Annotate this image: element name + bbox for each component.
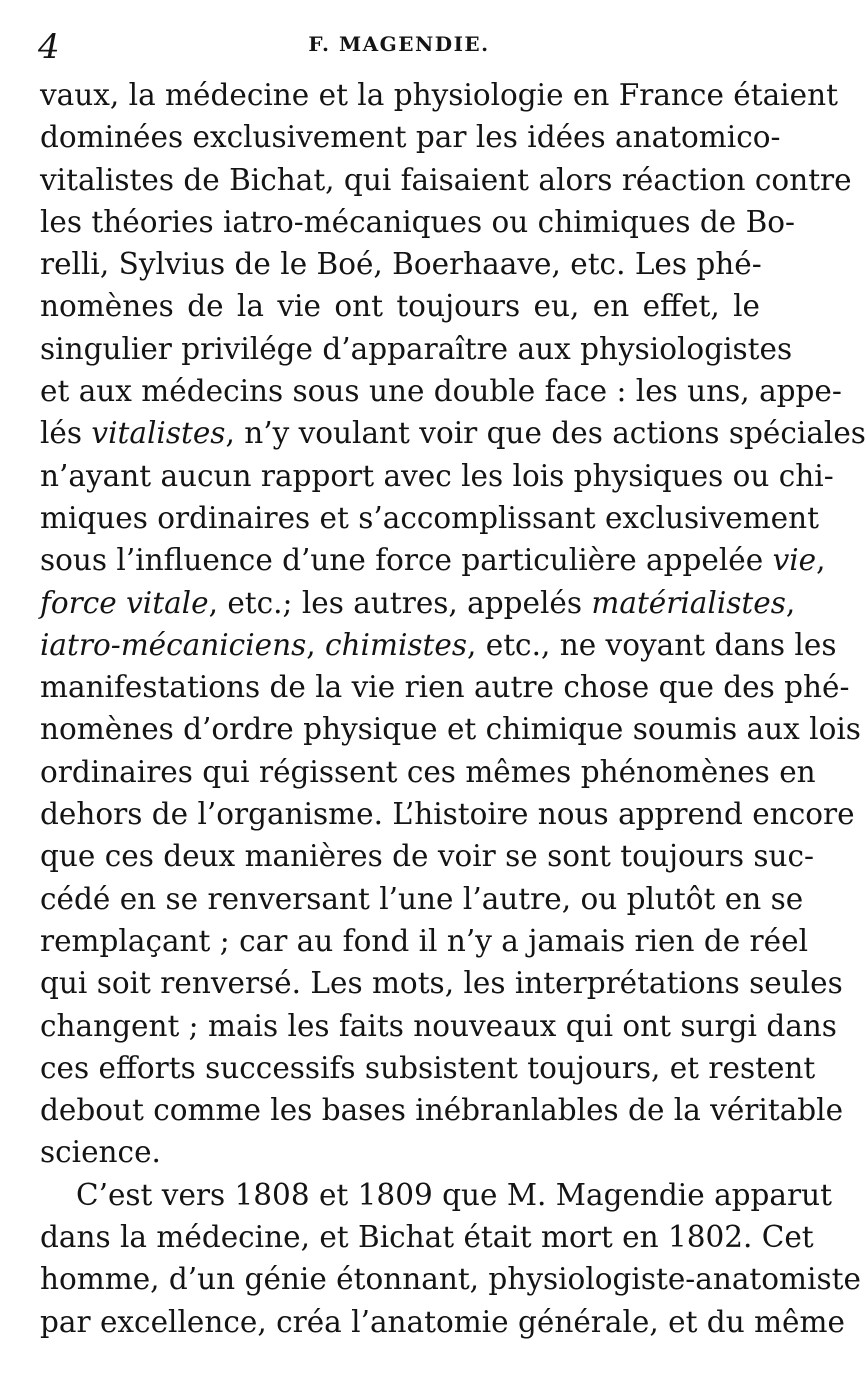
text-segment: les théories iatro-mécaniques ou chimiques de Bo- <box>40 204 796 239</box>
text-line <box>40 1301 845 1343</box>
text-line <box>40 751 816 793</box>
text-line <box>40 793 855 835</box>
text-line <box>40 1174 832 1216</box>
text-line <box>40 666 850 708</box>
italic-term: vitalistes <box>91 416 226 451</box>
text-segment: remplaçant ; car au fond il n’y a jamais rien de réel <box>40 923 809 958</box>
text-segment: ces efforts successifs subsistent toujours, et restent <box>40 1050 816 1085</box>
text-segment: vaux, la médecine et la physiologie en France étaient <box>40 78 838 112</box>
text-segment: qui soit renversé. Les mots, les interprétations seules <box>40 966 843 1001</box>
text-line <box>40 708 861 750</box>
text-line <box>40 370 842 412</box>
text-line <box>40 285 760 327</box>
text-line <box>40 1131 760 1173</box>
text-line <box>40 878 804 920</box>
text-segment: , <box>785 585 796 620</box>
text-line <box>40 1089 844 1131</box>
text-line <box>40 539 826 581</box>
text-segment: miques ordinaires et s’accomplissant exclusivement <box>40 500 819 535</box>
text-segment: et aux médecins sous une double face : les uns, appe- <box>40 374 842 409</box>
text-segment: , <box>306 627 326 662</box>
page-number: 4 <box>38 27 60 67</box>
text-segment: n’ayant aucun rapport avec les lois physiques ou chi- <box>40 458 834 493</box>
text-segment: debout comme les bases inébranlables de la véritable <box>40 1093 844 1128</box>
text-segment: nomènes de la vie ont toujours eu, en effet, le <box>40 289 760 324</box>
text-segment: nomènes d’ordre physique et chimique soumis aux lois <box>40 712 861 747</box>
text-line <box>40 455 834 497</box>
text-line <box>40 1047 816 1089</box>
text-segment: C’est vers 1808 et 1809 que M. Magendie apparut <box>76 1177 832 1212</box>
italic-term: iatro-mécaniciens <box>40 627 307 662</box>
text-segment: , n’y voulant voir que des actions spéciales <box>225 416 866 451</box>
text-segment: , <box>816 543 826 578</box>
text-line <box>40 582 796 624</box>
text-line <box>40 159 852 201</box>
text-segment: science. <box>40 1135 161 1170</box>
italic-term: force vitale <box>40 585 209 620</box>
text-line <box>40 835 815 877</box>
text-line <box>40 1005 837 1047</box>
page-header <box>38 27 760 67</box>
body-text <box>40 74 866 1343</box>
text-segment: manifestations de la vie rien autre chose que des phé- <box>40 670 850 705</box>
text-segment: cédé en se renversant l’une l’autre, ou plutôt en se <box>40 881 804 916</box>
italic-term: matérialistes <box>591 585 786 620</box>
text-segment: que ces deux manières de voir se sont toujours suc- <box>40 839 815 874</box>
text-segment: , etc.; les autres, appelés <box>208 585 592 620</box>
text-line <box>40 328 793 370</box>
text-segment: dehors de l’organisme. L’histoire nous apprend encore <box>40 797 855 832</box>
text-line <box>40 1216 814 1258</box>
text-segment: , etc., ne voyant dans les <box>466 627 837 662</box>
text-line <box>40 116 781 158</box>
text-line <box>40 920 809 962</box>
text-line <box>40 624 837 666</box>
text-segment: sous l’influence d’une force particulière appelée <box>40 543 773 578</box>
text-segment: par excellence, créa l’anatomie générale, et du même <box>40 1304 845 1339</box>
text-line <box>40 243 760 285</box>
text-line <box>40 74 838 116</box>
text-segment: changent ; mais les faits nouveaux qui ont surgi dans <box>40 1008 837 1043</box>
text-line <box>40 497 819 539</box>
running-head: F. MAGENDIE. <box>308 32 490 56</box>
text-segment: homme, d’un génie étonnant, physiologiste-anatomiste <box>40 1262 861 1297</box>
text-segment: vitalistes de Bichat, qui faisaient alors réaction contre <box>40 162 852 197</box>
italic-term: chimistes <box>325 627 467 662</box>
text-line <box>40 1258 861 1300</box>
text-segment: singulier privilége d’apparaître aux physiologistes <box>40 331 793 366</box>
text-line <box>40 962 843 1004</box>
text-line <box>40 412 866 454</box>
italic-term: vie <box>772 543 817 578</box>
text-segment: dominées exclusivement par les idées anatomico- <box>40 120 781 155</box>
text-line <box>40 201 796 243</box>
text-segment: dans la médecine, et Bichat était mort en 1802. Cet <box>40 1220 814 1255</box>
text-segment: lés <box>40 416 92 451</box>
text-segment: ordinaires qui régissent ces mêmes phénomènes en <box>40 754 816 789</box>
text-segment: relli, Sylvius de le Boé, Boerhaave, etc. Les phé- <box>40 247 762 282</box>
